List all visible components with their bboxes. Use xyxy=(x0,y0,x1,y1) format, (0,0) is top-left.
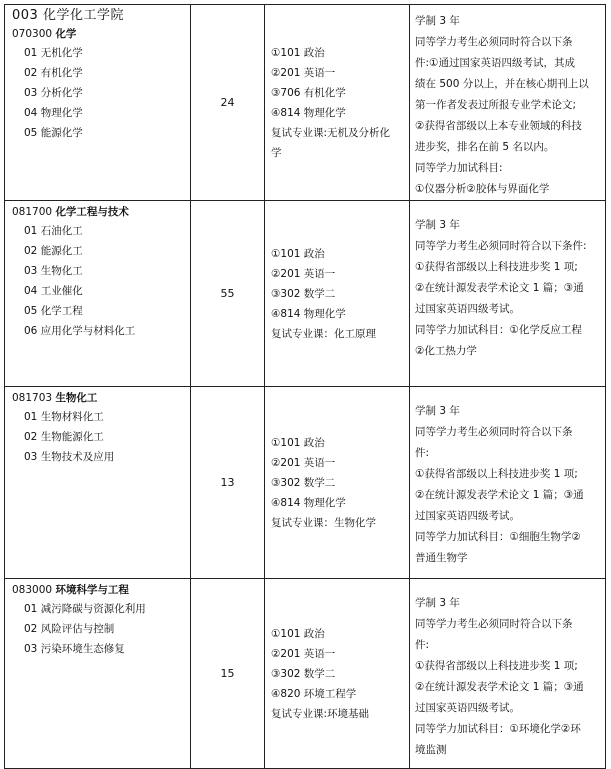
exam-subject: ③302 数学二 xyxy=(271,667,336,680)
note-line: 同等学力考生必须同时符合以下条件: xyxy=(415,240,587,252)
table-row xyxy=(5,387,606,579)
note-line: 同等学力考生必须同时符合以下条 xyxy=(415,36,573,48)
note-line: ①获得省部级以上科技进步奖 1 项; xyxy=(415,261,578,273)
exam-subject: ④814 物理化学 xyxy=(271,307,346,320)
exam-subject: ③302 数学二 xyxy=(271,476,336,489)
note-line: 绩在 500 分以上，并在核心期刊上以 xyxy=(415,78,589,90)
direction-item: 02 风险评估与控制 xyxy=(24,623,115,635)
table-row xyxy=(5,5,606,201)
direction-item: 01 石油化工 xyxy=(24,225,83,237)
note-line: ②获得省部级以上本专业领域的科技 xyxy=(415,120,582,132)
direction-item: 01 生物材料化工 xyxy=(24,411,104,423)
direction-item: 03 污染环境生态修复 xyxy=(24,643,125,655)
note-line: 同等学力加试科目：①环境化学②环 xyxy=(415,723,581,735)
exam-subject: ②201 英语一 xyxy=(271,456,336,469)
major-heading xyxy=(12,25,186,43)
exam-subject: 复试专业课:环境基础 xyxy=(271,707,370,720)
table-row xyxy=(5,201,606,387)
direction-item: 03 生物技术及应用 xyxy=(24,451,115,463)
direction-item: 02 有机化学 xyxy=(24,67,83,79)
exam-subjects-cell xyxy=(265,579,410,769)
exam-subject: ①101 政治 xyxy=(271,436,325,449)
major-code: 083000 xyxy=(12,584,53,596)
note-line: 同等学力考生必须同时符合以下条 xyxy=(415,618,573,630)
direction-item: 05 能源化学 xyxy=(24,127,83,139)
major-code: 070300 xyxy=(12,28,53,40)
enrollment-count: 15 xyxy=(191,579,265,769)
exam-subject: ③706 有机化学 xyxy=(271,86,346,99)
note-line: 第一作者发表过所报专业学术论文; xyxy=(415,99,577,111)
note-line: ①获得省部级以上科技进步奖 1 项; xyxy=(415,468,578,480)
direction-item: 03 生物化工 xyxy=(24,265,83,277)
note-line: 学制 3 年 xyxy=(415,597,460,609)
note-line: ①获得省部级以上科技进步奖 1 项; xyxy=(415,660,578,672)
enrollment-count: 24 xyxy=(191,5,265,201)
major-name: 化学工程与技术 xyxy=(55,206,129,218)
direction-item: 01 无机化学 xyxy=(24,47,83,59)
exam-subjects-cell xyxy=(265,201,410,387)
major-heading xyxy=(12,389,186,407)
notes-cell xyxy=(410,579,606,769)
enrollment-count: 55 xyxy=(191,201,265,387)
exam-subject: ②201 英语一 xyxy=(271,647,336,660)
notes-cell xyxy=(410,201,606,387)
exam-subject: ①101 政治 xyxy=(271,627,325,640)
exam-subject: 复试专业课:无机及分析化 xyxy=(271,126,391,139)
exam-subject: 学 xyxy=(271,146,282,159)
note-line: ①仪器分析②胶体与界面化学 xyxy=(415,183,550,195)
exam-subject: ②201 英语一 xyxy=(271,267,336,280)
direction-item: 05 化学工程 xyxy=(24,305,83,317)
note-line: ②在统计源发表学术论文 1 篇；③通 xyxy=(415,489,584,501)
direction-item: 06 应用化学与材料化工 xyxy=(24,325,136,337)
admissions-table xyxy=(4,4,606,769)
major-heading xyxy=(12,581,186,599)
exam-subject: 复试专业课：生物化学 xyxy=(271,516,376,529)
exam-subject: ④814 物理化学 xyxy=(271,106,346,119)
major-cell xyxy=(5,201,191,387)
note-line: 过国家英语四级考试。 xyxy=(415,303,520,315)
note-line: 过国家英语四级考试。 xyxy=(415,702,520,714)
major-heading xyxy=(12,203,186,221)
note-line: 同等学力考生必须同时符合以下条 xyxy=(415,426,573,438)
note-line: 进步奖，排名在前 5 名以内。 xyxy=(415,141,555,153)
exam-subject: ④820 环境工程学 xyxy=(271,687,357,700)
exam-subject: ④814 物理化学 xyxy=(271,496,346,509)
note-line: 件: xyxy=(415,447,430,459)
major-name: 化学 xyxy=(55,28,77,40)
note-line: 境监测 xyxy=(415,744,447,756)
note-line: ②在统计源发表学术论文 1 篇；③通 xyxy=(415,282,584,294)
direction-item: 04 物理化学 xyxy=(24,107,83,119)
direction-item: 02 生物能源化工 xyxy=(24,431,104,443)
direction-item: 01 减污降碳与资源化利用 xyxy=(24,603,146,615)
note-line: 件:①通过国家英语四级考试，其成 xyxy=(415,57,575,69)
major-cell xyxy=(5,387,191,579)
note-line: 过国家英语四级考试。 xyxy=(415,510,520,522)
college-title: 003 化学化工学院 xyxy=(12,8,124,23)
note-line: 同等学力加试科目: xyxy=(415,162,503,174)
note-line: 件: xyxy=(415,639,430,651)
direction-item: 03 分析化学 xyxy=(24,87,83,99)
note-line: ②在统计源发表学术论文 1 篇；③通 xyxy=(415,681,584,693)
exam-subject: ②201 英语一 xyxy=(271,66,336,79)
major-name: 生物化工 xyxy=(55,392,98,404)
direction-item: 02 能源化工 xyxy=(24,245,83,257)
table-row xyxy=(5,579,606,769)
note-line: 同等学力加试科目：①化学反应工程 xyxy=(415,324,582,336)
notes-cell xyxy=(410,387,606,579)
exam-subjects-cell xyxy=(265,387,410,579)
note-line: 学制 3 年 xyxy=(415,405,460,417)
major-cell xyxy=(5,579,191,769)
exam-subject: 复试专业课：化工原理 xyxy=(271,327,376,340)
note-line: 普通生物学 xyxy=(415,552,468,564)
note-line: 学制 3 年 xyxy=(415,15,460,27)
enrollment-count: 13 xyxy=(191,387,265,579)
note-line: ②化工热力学 xyxy=(415,345,477,357)
exam-subject: ①101 政治 xyxy=(271,46,325,59)
major-name: 环境科学与工程 xyxy=(55,584,129,596)
direction-item: 04 工业催化 xyxy=(24,285,83,297)
major-code: 081700 xyxy=(12,206,53,218)
notes-cell xyxy=(410,5,606,201)
major-cell xyxy=(5,5,191,201)
major-code: 081703 xyxy=(12,392,53,404)
exam-subject: ③302 数学二 xyxy=(271,287,336,300)
exam-subjects-cell xyxy=(265,5,410,201)
note-line: 同等学力加试科目：①细胞生物学② xyxy=(415,531,581,543)
note-line: 学制 3 年 xyxy=(415,219,460,231)
exam-subject: ①101 政治 xyxy=(271,247,325,260)
